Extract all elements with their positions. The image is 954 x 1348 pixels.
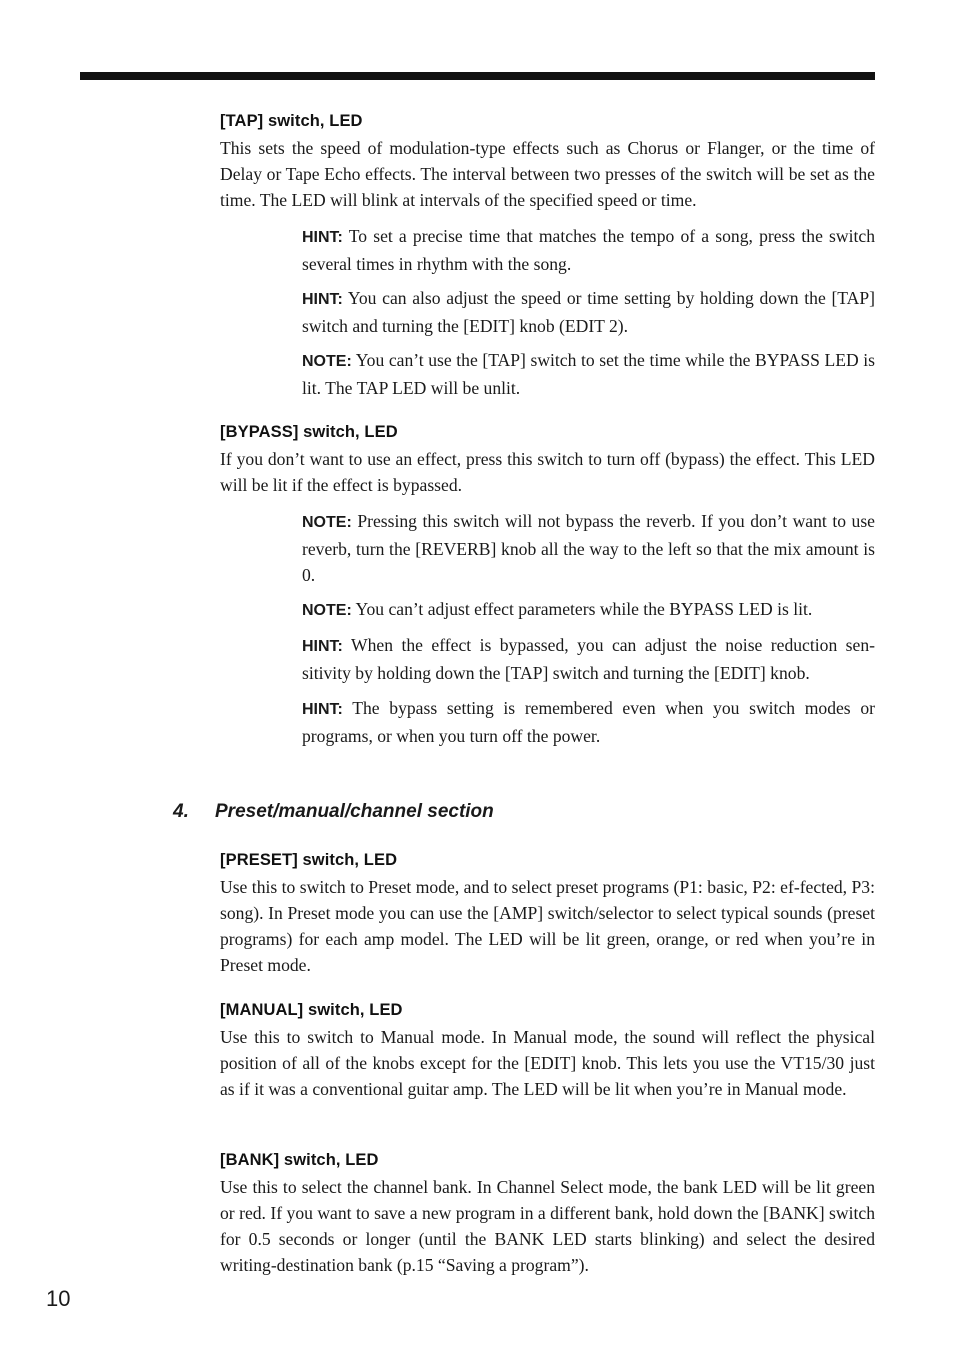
hint-text: When the effect is bypassed, you can adjust the noise reduction sen-sitivity by holding down the [TAP] switch and turning the [EDIT] knob.: [302, 635, 875, 683]
top-rule: [80, 72, 875, 80]
manual-heading: [MANUAL] switch, LED: [220, 1001, 403, 1019]
bank-body: Use this to select the channel bank. In Channel Select mode, the bank LED will be lit green or red. If you want to save a new program in a different bank, hold down the [BANK] switch for 0.5 seconds or longer (until the BANK LED starts blinking) and select the desired writing-destination bank (p.15 “Saving a program”).: [220, 1177, 875, 1275]
hint-label: HINT:: [302, 229, 343, 246]
bypass-note-1: [302, 508, 875, 588]
hint-text: The bypass setting is remembered even when you switch modes or programs, or when you turn off the power.: [302, 698, 875, 746]
bank-heading: [BANK] switch, LED: [220, 1151, 379, 1169]
section-title: Preset/manual/channel section: [215, 801, 494, 822]
bypass-hint-2: [302, 695, 875, 749]
note-label: NOTE:: [302, 353, 352, 370]
note-label: NOTE:: [302, 602, 352, 619]
preset-heading: [PRESET] switch, LED: [220, 851, 398, 869]
note-text: You can’t adjust effect parameters while the BYPASS LED is lit.: [355, 599, 813, 619]
note-label: NOTE:: [302, 514, 352, 531]
page-number: 10: [46, 1286, 71, 1311]
hint-text: To set a precise time that matches the tempo of a song, press the switch several times in rhythm with the song.: [302, 226, 875, 274]
hint-text: You can also adjust the speed or time setting by holding down the [TAP] switch and turning the [EDIT] knob (EDIT 2).: [302, 288, 875, 336]
preset-body: Use this to switch to Preset mode, and to select preset programs (P1: basic, P2: ef-fected, P3: song). In Preset mode you can use the [AMP] switch/selector to select typical sounds (preset programs) for each amp model. The LED will be lit green, orange, or red when you’re in Preset mode.: [220, 877, 875, 975]
note-text: You can’t use the [TAP] switch to set the time while the BYPASS LED is lit. The TAP LED will be unlit.: [302, 350, 876, 398]
hint-label: HINT:: [302, 638, 343, 655]
tap-hint-1: [302, 223, 875, 277]
tap-body: This sets the speed of modulation-type effects such as Chorus or Flanger, or the time of Delay or Tape Echo effects. The interval between two presses of the switch will be set as the time. The LED will blink at intervals of the specified speed or time.: [220, 138, 875, 210]
bypass-heading: [BYPASS] switch, LED: [220, 423, 398, 441]
hint-label: HINT:: [302, 291, 343, 308]
manual-body: Use this to switch to Manual mode. In Manual mode, the sound will reflect the physical position of all of the knobs except for the [EDIT] knob. This lets you use the VT15/30 just as if it was a conventional guitar amp. The LED will be lit when you’re in Manual mode.: [220, 1027, 875, 1099]
tap-heading: [TAP] switch, LED: [220, 112, 363, 130]
note-text: Pressing this switch will not bypass the reverb. If you don’t want to use reverb, turn the [REVERB] knob all the way to the left so that the mix amount is 0.: [302, 511, 875, 585]
section-number: 4.: [173, 801, 189, 822]
bypass-note-2: [302, 596, 875, 624]
bypass-hint-1: [302, 632, 875, 686]
tap-note-1: [302, 347, 875, 401]
hint-label: HINT:: [302, 701, 343, 718]
tap-hint-2: [302, 285, 875, 339]
bypass-body: If you don’t want to use an effect, press this switch to turn off (bypass) the effect. This LED will be lit if the effect is bypassed.: [220, 449, 875, 495]
